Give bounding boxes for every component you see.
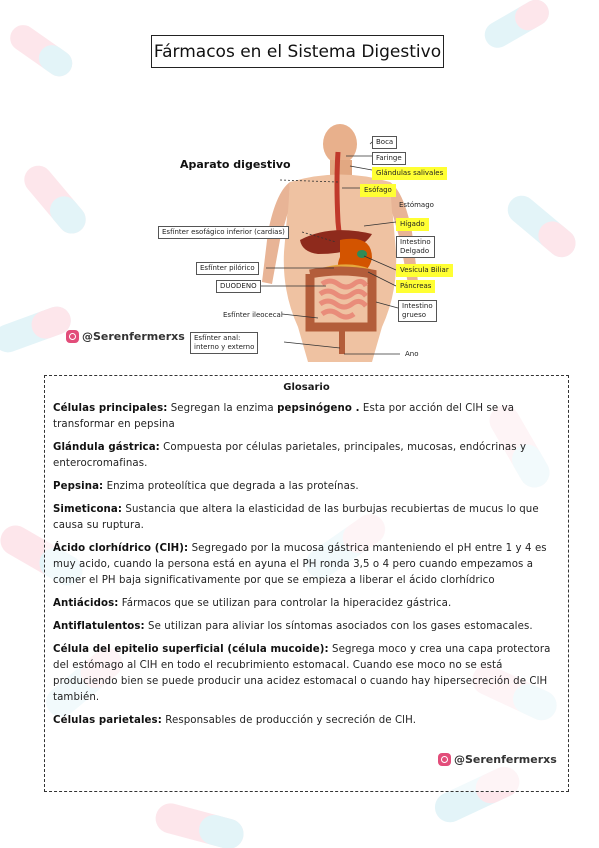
glossary-term: Ácido clorhídrico (ClH):	[53, 543, 189, 554]
label-esofago: Esófago	[360, 184, 396, 197]
glossary-emphasis: pepsinógeno .	[277, 403, 360, 414]
page-title: Fármacos en el Sistema Digestivo	[151, 35, 444, 68]
glossary-entry	[53, 479, 560, 495]
glossary-definition: Compuesta por células parietales, principales, mucosas, endócrinas y enterocromafinas.	[53, 442, 527, 469]
label-faringe: Faringe	[372, 152, 406, 165]
glossary-entry	[53, 440, 560, 472]
label-estomago: Estómago	[399, 201, 434, 209]
label-duodeno: DUODENO	[216, 280, 261, 293]
glossary-term: Antiflatulentos:	[53, 621, 145, 632]
handle-text: @Serenfermerxs	[454, 753, 557, 766]
glossary-box	[44, 375, 569, 792]
figure-heading: Aparato digestivo	[180, 158, 291, 171]
glossary-term: Simeticona:	[53, 504, 123, 515]
glossary-entry	[53, 619, 560, 635]
glossary-term: Célula del epitelio superficial (célula mucoide):	[53, 644, 329, 655]
glossary-term: Células parietales:	[53, 715, 162, 726]
label-esfinter-pilorico: Esfínter pilórico	[196, 262, 259, 275]
label-esfinter-anal: Esfínter anal: interno y externo	[190, 332, 258, 354]
glossary-definition: Segregan la enzima	[167, 403, 278, 414]
label-glandulas-salivales: Glándulas salivales	[372, 167, 447, 180]
glossary-entry	[53, 642, 560, 706]
label-higado: Hígado	[396, 218, 429, 231]
handle-text: @Serenfermerxs	[82, 330, 185, 343]
label-intestino-grueso: Intestino grueso	[398, 300, 437, 322]
glossary-definition: Responsables de producción y secreción de ClH.	[161, 715, 417, 726]
glossary-definition: Sustancia que altera la elasticidad de las burbujas recubiertas de mucus lo que causa su ruptura.	[53, 504, 539, 531]
label-esfinter-ileocecal: Esfínter ileocecal	[223, 311, 283, 319]
glossary-definition: Segregado por la mucosa gástrica manteniendo el pH entre 1 y 4 es muy acido, cuando la persona está en ayuna el PH ronda 3,5 o 4 pero cuando empezamos a comer el PH baja significativamente por que se empieza a liberar el ácido clorhídrico	[53, 543, 547, 586]
glossary-definition: Fármacos que se utilizan para controlar la hiperacidez gástrica.	[118, 598, 452, 609]
glossary-entry	[53, 401, 560, 433]
label-pancreas: Páncreas	[396, 280, 435, 293]
glossary-definition: Segrega moco y crea una capa protectora del estómago al ClH en todo el recubrimiento estomacal. Cuando ese moco no se está produciendo bien se puede producir una acidez estomacal o cuando hay hipersecreción de ClH también.	[53, 644, 551, 703]
instagram-icon	[66, 330, 79, 343]
label-esfinter-esofagico-inferior: Esfínter esofágico inferior (cardias)	[158, 226, 289, 239]
glossary-term: Pepsina:	[53, 481, 104, 492]
glossary-definition-cont: Esta por acción del ClH se va transformar en pepsina	[53, 403, 515, 430]
instagram-handle-bottom	[438, 753, 557, 766]
label-ano: Ano	[405, 350, 419, 358]
glossary-term: Células principales:	[53, 403, 168, 414]
glossary-entry	[53, 596, 560, 612]
label-intestino-delgado: Intestino Delgado	[396, 236, 435, 258]
glossary-term: Antiácidos:	[53, 598, 119, 609]
glossary-entry	[53, 502, 560, 534]
glossary-definition: Enzima proteolítica que degrada a las proteínas.	[103, 481, 359, 492]
label-boca: Boca	[372, 136, 397, 149]
instagram-icon	[438, 753, 451, 766]
glossary-entry	[53, 541, 560, 589]
glossary-entry	[53, 713, 560, 729]
digestive-system-figure	[150, 122, 460, 367]
glossary-term: Glándula gástrica:	[53, 442, 160, 453]
glossary-definition: Se utilizan para aliviar los síntomas asociados con los gases estomacales.	[144, 621, 533, 632]
label-vesicula-biliar: Vesícula Biliar	[396, 264, 453, 277]
instagram-handle-top	[66, 330, 185, 343]
glossary-title: Glosario	[283, 382, 330, 393]
